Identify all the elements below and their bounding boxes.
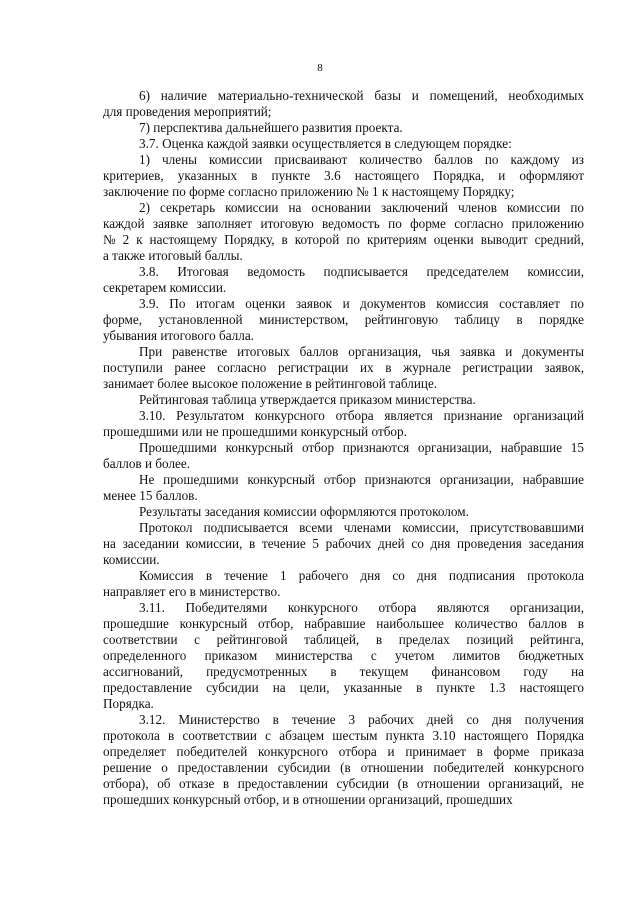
text-line: 3.10. Результатом конкурсного отбора является признание организаций [139,408,584,423]
text-line: а также итоговый баллы. [103,248,243,263]
text-line: менее 15 баллов. [103,488,198,503]
text-line: При равенстве итоговых баллов организация, чья заявка и документы [139,344,584,359]
paragraph [103,152,584,200]
paragraph [103,712,584,808]
paragraph [103,264,584,296]
paragraph [103,392,584,408]
document-body [103,88,584,808]
text-line: определяет победителей конкурсного отбора и принимает в форме приказа [103,744,584,759]
text-line: прошедших конкурсный отбор, и в отношении организаций, прошедших [103,792,513,807]
paragraph [103,504,584,520]
text-line: Не прошедшими конкурсный отбор признаются организации, набравшие [139,472,584,487]
text-line: 2) секретарь комиссии на основании заключений членов комиссии по [139,200,584,215]
text-line: ассигнований, предусмотренных в текущем финансовом году на [103,664,584,679]
paragraph [103,408,584,440]
text-line: решение о предоставлении субсидии (в отношении победителей конкурсного [103,760,584,775]
text-line: критериев, указанных в пункте 3.6 настоящего Порядка, и оформляют [103,168,584,183]
text-line: Порядка. [103,696,154,711]
text-line: Результаты заседания комиссии оформляются протоколом. [139,504,469,519]
text-line: прошедшие конкурсный отбор, набравшие наибольшее количество баллов в [103,616,584,631]
text-line: для проведения мероприятий; [103,104,272,119]
text-line: секретарем комиссии. [103,280,227,295]
text-line: комиссии. [103,552,160,567]
text-line: 3.8. Итоговая ведомость подписывается председателем комиссии, [139,264,584,279]
text-line: форме, установленной министерством, рейтинговую таблицу в порядке [103,312,584,327]
paragraph [103,88,584,120]
paragraph [103,120,584,136]
text-line: каждой заявке заполняет итоговую ведомость по форме согласно приложению [103,216,584,231]
text-line: убывания итогового балла. [103,328,254,343]
text-line: соответствии с рейтинговой таблицей, в пределах позиций рейтинга, [103,632,584,647]
page-number: 8 [317,62,323,74]
text-line: Рейтинговая таблица утверждается приказом министерства. [139,392,476,407]
text-line: поступили ранее согласно регистрации их в журнале регистрации заявок, [103,360,584,375]
paragraph [103,472,584,504]
text-line: Протокол подписывается всеми членами комиссии, присутствовавшими [139,520,584,535]
text-line: заключение по форме согласно приложению № 1 к настоящему Порядку; [103,184,515,199]
paragraph [103,520,584,568]
text-line: 7) перспектива дальнейшего развития проекта. [139,120,403,135]
paragraph [103,136,584,152]
text-line: Комиссия в течение 1 рабочего дня со дня подписания протокола [139,568,584,583]
text-line: 3.12. Министерство в течение 3 рабочих дней со дня получения [139,712,584,727]
paragraph [103,344,584,392]
text-line: определенного приказом министерства с учетом лимитов бюджетных [103,648,584,663]
text-line: 3.9. По итогам оценки заявок и документов комиссия составляет по [139,296,584,311]
text-line: прошедшими или не прошедшими конкурсный отбор. [103,424,407,439]
text-line: 3.11. Победителями конкурсного отбора являются организации, [139,600,584,615]
text-line: 1) члены комиссии присваивают количество баллов по каждому из [139,152,584,167]
text-line: протокола в соответствии с абзацем шестым пункта 3.10 настоящего Порядка [103,728,584,743]
text-line: Прошедшими конкурсный отбор признаются организации, набравшие 15 [139,440,584,455]
text-line: № 2 к настоящему Порядку, в которой по критериям оценки выводит средний, [103,232,584,247]
paragraph [103,600,584,712]
text-line: направляет его в министерство. [103,584,281,599]
paragraph [103,296,584,344]
paragraph [103,440,584,472]
paragraph [103,568,584,600]
text-line: 3.7. Оценка каждой заявки осуществляется в следующем порядке: [139,136,512,151]
paragraph [103,200,584,264]
text-line: предоставление субсидии на цели, указанные в пункте 1.3 настоящего [103,680,584,695]
text-line: баллов и более. [103,456,191,471]
text-line: на заседании комиссии, в течение 5 рабочих дней со дня проведения заседания [103,536,584,551]
text-line: занимает более высокое положение в рейтинговой таблице. [103,376,438,391]
text-line: отбора), об отказе в предоставлении субсидии (в отношении организаций, не [103,776,584,791]
text-line: 6) наличие материально-технической базы и помещений, необходимых [139,88,584,103]
